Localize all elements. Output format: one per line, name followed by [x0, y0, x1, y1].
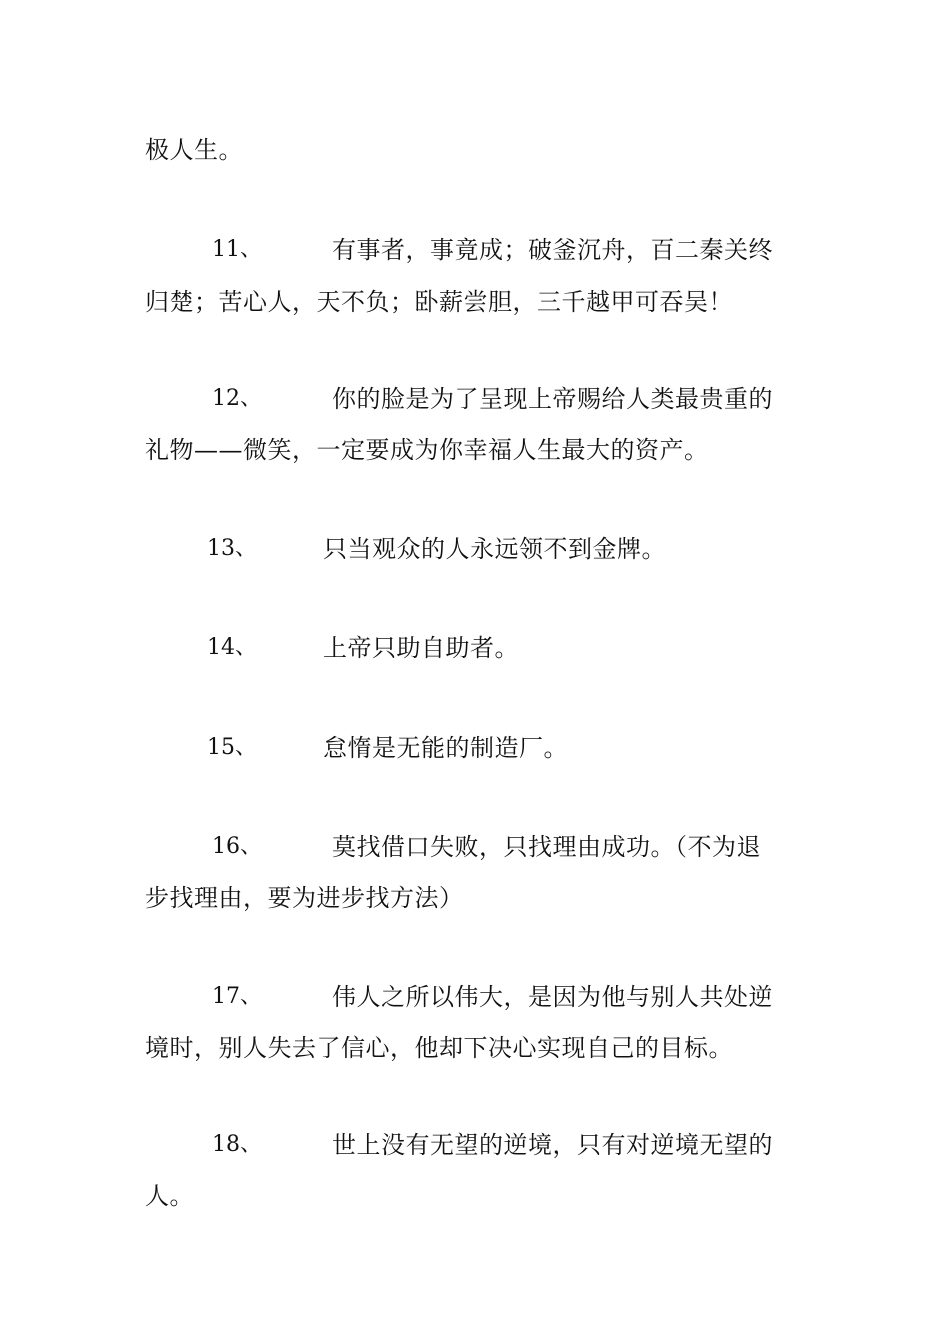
item-number: 18、 — [212, 1132, 262, 1157]
item-number: 15、 — [207, 735, 257, 760]
item-number: 16、 — [212, 834, 262, 859]
item-text-line2: 归楚；苦心人，天不负；卧薪尝胆，三千越甲可吞吴！ — [145, 288, 733, 316]
item-number: 17、 — [212, 984, 262, 1009]
item-number: 12、 — [212, 386, 262, 411]
item-number: 14、 — [207, 635, 257, 660]
item-number: 11、 — [212, 237, 262, 262]
item-text-line1: 只当观众的人永远领不到金牌。 — [323, 535, 666, 563]
item-text-line2: 境时，别人失去了信心，他却下决心实现自己的目标。 — [145, 1034, 733, 1062]
item-text-line1: 怠惰是无能的制造厂。 — [323, 734, 568, 762]
item-text-line1: 上帝只助自助者。 — [323, 634, 519, 662]
item-number: 13、 — [207, 536, 257, 561]
item-text-line2: 礼物——微笑，一定要成为你幸福人生最大的资产。 — [145, 436, 709, 464]
item-text-line1: 世上没有无望的逆境，只有对逆境无望的 — [332, 1131, 773, 1159]
item-text-line1: 你的脸是为了呈现上帝赐给人类最贵重的 — [332, 385, 773, 413]
item-text-line1: 有事者，事竟成；破釜沉舟，百二秦关终 — [332, 236, 773, 264]
item-text-line2: 步找理由，要为进步找方法） — [145, 884, 464, 912]
item-text-line1: 莫找借口失败，只找理由成功。（不为退 — [332, 833, 761, 861]
item-text-line1: 伟人之所以伟大，是因为他与别人共处逆 — [332, 983, 773, 1011]
continuation-text: 极人生。 — [145, 136, 243, 164]
item-text-line2: 人。 — [145, 1182, 194, 1210]
